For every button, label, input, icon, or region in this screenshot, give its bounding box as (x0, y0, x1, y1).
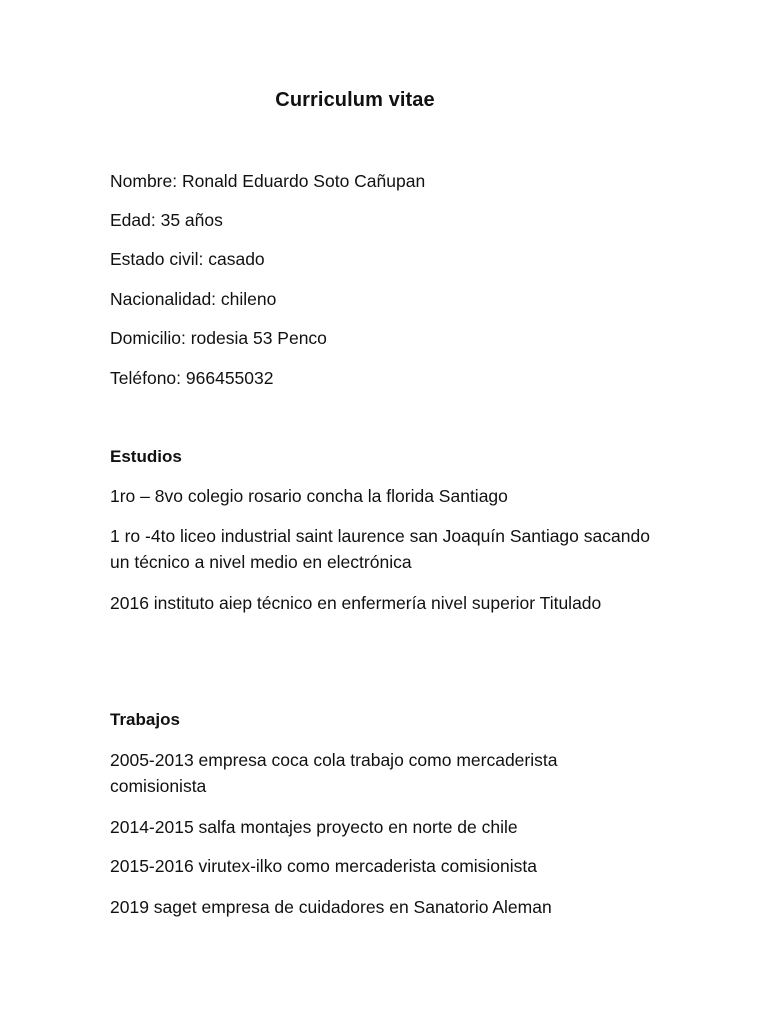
field-domicilio: Domicilio: rodesia 53 Penco (110, 328, 327, 348)
field-estado-civil: Estado civil: casado (110, 249, 265, 269)
document-title: Curriculum vitae (275, 89, 435, 111)
trabajos-item: 2014-2015 salfa montajes proyecto en norte de chile (110, 817, 518, 837)
section-heading-estudios: Estudios (110, 447, 182, 466)
estudios-item: 1 ro -4to liceo industrial saint laurence san Joaquín Santiago sacando un técnico a nivel medio en electrónica (110, 526, 650, 572)
estudios-item: 1ro – 8vo colegio rosario concha la florida Santiago (110, 486, 508, 506)
trabajos-item: 2019 saget empresa de cuidadores en Sanatorio Aleman (110, 897, 552, 917)
trabajos-item: 2005-2013 empresa coca cola trabajo como mercaderista comisionista (110, 750, 558, 796)
field-nacionalidad: Nacionalidad: chileno (110, 289, 277, 309)
estudios-item: 2016 instituto aiep técnico en enfermería nivel superior Titulado (110, 593, 602, 613)
field-edad: Edad: 35 años (110, 210, 223, 230)
trabajos-item: 2015-2016 virutex-ilko como mercaderista comisionista (110, 856, 537, 876)
field-telefono: Teléfono: 966455032 (110, 368, 274, 388)
section-heading-trabajos: Trabajos (110, 710, 180, 729)
field-nombre: Nombre: Ronald Eduardo Soto Cañupan (110, 171, 426, 191)
